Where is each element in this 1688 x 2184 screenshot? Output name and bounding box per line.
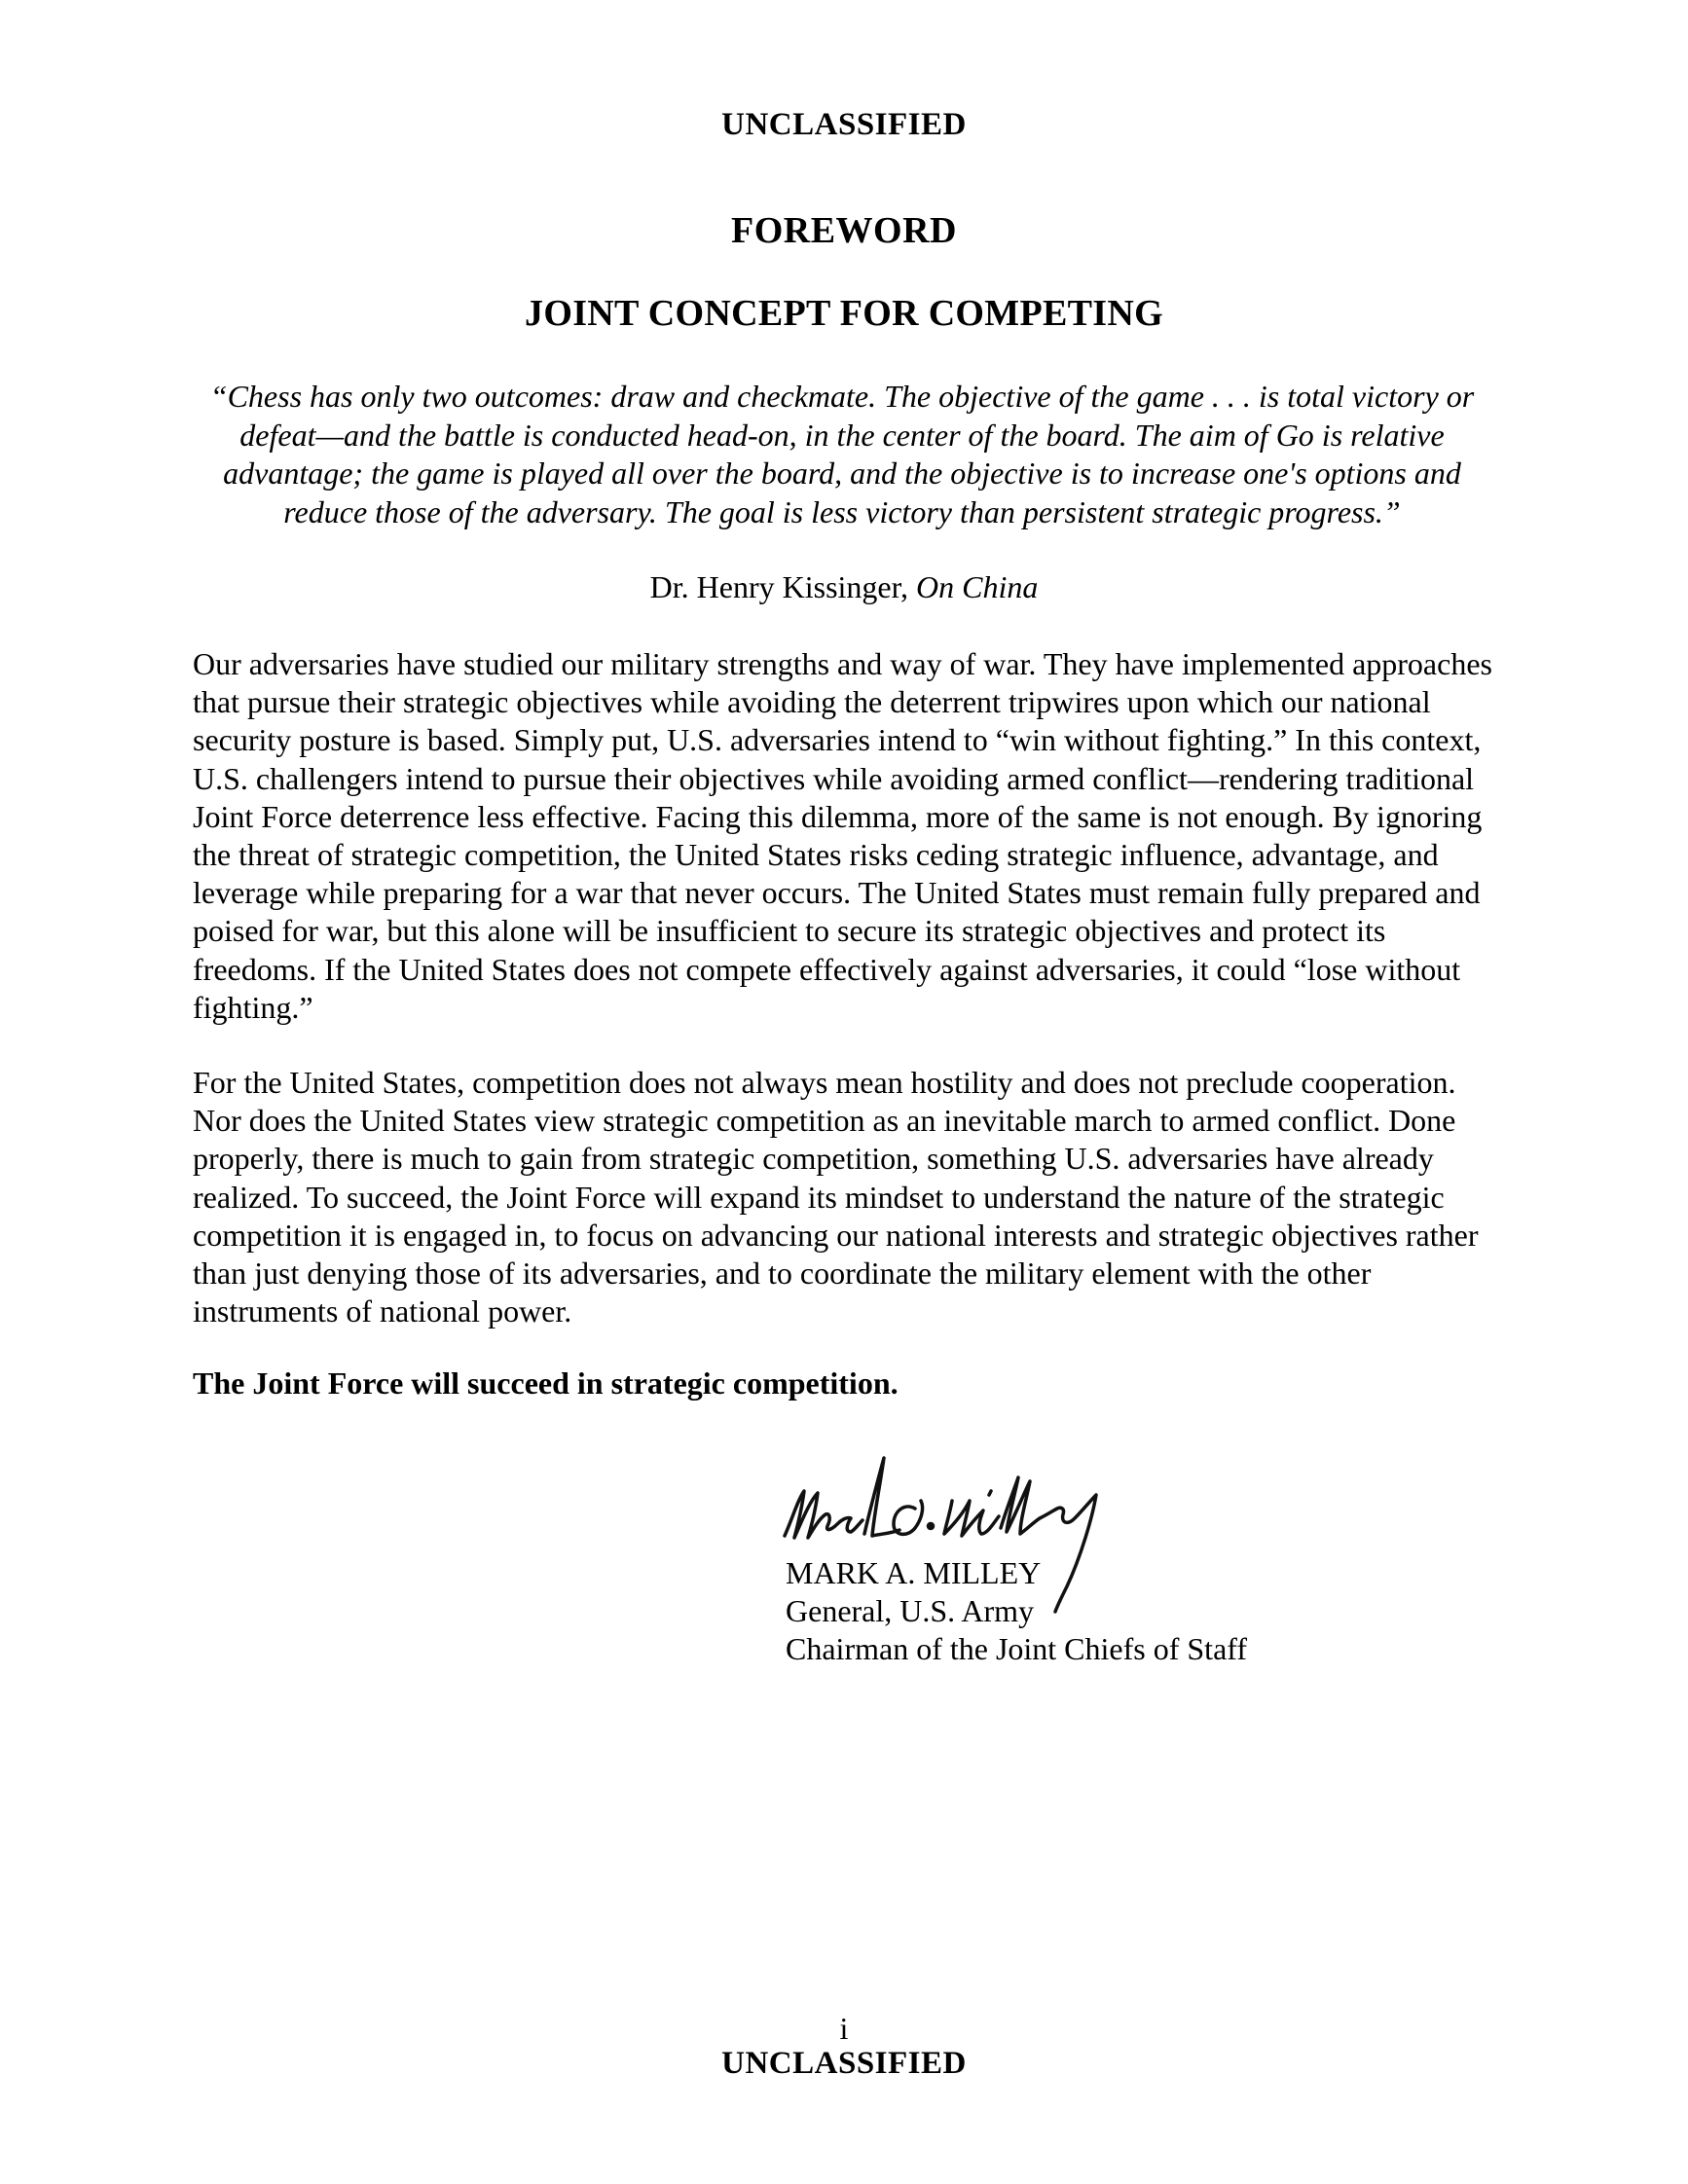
signatory-rank: General, U.S. Army xyxy=(786,1593,1035,1628)
body-paragraph: Our adversaries have studied our military strengths and way of war. They have implemented approaches that pursue their strategic objectives while avoiding the deterrent tripwires upon which our national security posture is based. Simply put, U.S. adversaries intend to “win without fighting.” In this context, U.S. challengers intend to pursue their objectives while avoiding armed conflict—rendering traditional Joint Force deterrence less effective. Facing this dilemma, more of the same is not enough. By ignoring the threat of strategic competition, the United States risks ceding strategic influence, advantage, and leverage while preparing for a war that never occurs. The United States must remain fully prepared and poised for war, but this alone will be insufficient to secure its strategic objectives and protect its freedoms. If the United States does not compete effectively against adversaries, it could “lose without fighting.” xyxy=(193,646,1492,1025)
signatory-title: Chairman of the Joint Chiefs of Staff xyxy=(786,1631,1247,1666)
body-paragraph: For the United States, competition does not always mean hostility and does not preclude cooperation. Nor does the United States view strategic competition as an inevitable march to armed conflict. Done properly, there is much to gain from strategic competition, something U.S. adversaries have already realized. To succeed, the Joint Force will expand its mindset to understand the nature of the strategic competition it is engaged in, to focus on advancing our national interests and strategic objectives rather than just denying those of its adversaries, and to coordinate the military element with the other instruments of national power. xyxy=(193,1065,1479,1329)
foreword-heading: FOREWORD xyxy=(731,210,957,251)
epigraph-book-title: On China xyxy=(916,569,1039,604)
document-title: JOINT CONCEPT FOR COMPETING xyxy=(525,293,1163,334)
epigraph-attribution xyxy=(0,569,1688,605)
closing-statement: The Joint Force will succeed in strategic competition. xyxy=(193,1365,899,1401)
classification-marking-bottom: UNCLASSIFIED xyxy=(721,2046,967,2081)
signatory-name: MARK A. MILLEY xyxy=(786,1555,1042,1590)
page-number: i xyxy=(839,2011,849,2046)
epigraph-quote: “Chess has only two outcomes: draw and checkmate. The objective of the game . . . is total victory or defeat—and the battle is conducted head-on, in the center of the board. The aim of Go is relative advantage; the game is played all over the board, and the objective is to increase one's options and reduce those of the adversary. The goal is less victory than persistent strategic progress.” xyxy=(209,379,1475,529)
epigraph-author: Dr. Henry Kissinger, xyxy=(649,569,908,604)
classification-marking-top: UNCLASSIFIED xyxy=(721,107,967,142)
